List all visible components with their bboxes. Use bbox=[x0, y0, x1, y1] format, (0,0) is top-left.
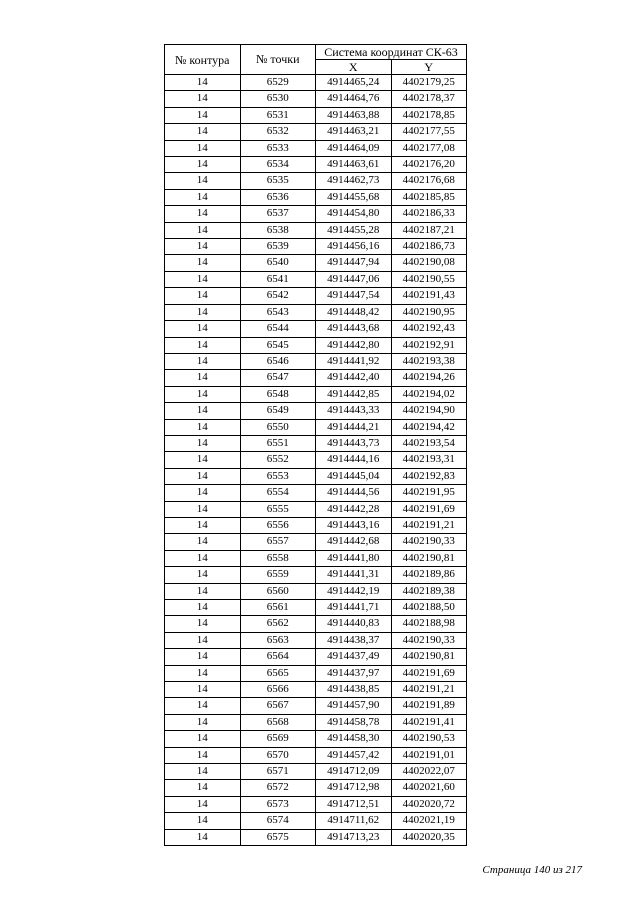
table-row bbox=[165, 534, 467, 550]
x-cell: 4914444,21 bbox=[316, 419, 392, 435]
point-cell: 6555 bbox=[240, 501, 316, 517]
table-row bbox=[165, 747, 467, 763]
header-contour: № контура bbox=[165, 45, 241, 75]
table-row bbox=[165, 255, 467, 271]
table-row bbox=[165, 682, 467, 698]
x-cell: 4914712,09 bbox=[316, 764, 392, 780]
contour-cell: 14 bbox=[165, 321, 241, 337]
contour-cell: 14 bbox=[165, 353, 241, 369]
x-cell: 4914441,71 bbox=[316, 600, 392, 616]
point-cell: 6561 bbox=[240, 600, 316, 616]
contour-cell: 14 bbox=[165, 140, 241, 156]
contour-cell: 14 bbox=[165, 337, 241, 353]
point-cell: 6537 bbox=[240, 206, 316, 222]
x-cell: 4914712,51 bbox=[316, 796, 392, 812]
table-row bbox=[165, 550, 467, 566]
y-cell: 4402020,72 bbox=[391, 796, 467, 812]
x-cell: 4914447,94 bbox=[316, 255, 392, 271]
x-cell: 4914442,28 bbox=[316, 501, 392, 517]
x-cell: 4914464,76 bbox=[316, 91, 392, 107]
table-body bbox=[165, 75, 467, 846]
contour-cell: 14 bbox=[165, 124, 241, 140]
point-cell: 6548 bbox=[240, 386, 316, 402]
x-cell: 4914448,42 bbox=[316, 304, 392, 320]
header-coordinate-system: Система координат СК-63 bbox=[316, 45, 467, 60]
contour-cell: 14 bbox=[165, 239, 241, 255]
contour-cell: 14 bbox=[165, 600, 241, 616]
header-point: № точки bbox=[240, 45, 316, 75]
y-cell: 4402178,37 bbox=[391, 91, 467, 107]
x-cell: 4914455,68 bbox=[316, 189, 392, 205]
contour-cell: 14 bbox=[165, 501, 241, 517]
coordinates-table bbox=[164, 44, 467, 846]
table-row bbox=[165, 353, 467, 369]
table-row bbox=[165, 419, 467, 435]
table-row bbox=[165, 731, 467, 747]
x-cell: 4914457,42 bbox=[316, 747, 392, 763]
contour-cell: 14 bbox=[165, 583, 241, 599]
contour-cell: 14 bbox=[165, 222, 241, 238]
y-cell: 4402190,08 bbox=[391, 255, 467, 271]
table-row bbox=[165, 583, 467, 599]
point-cell: 6570 bbox=[240, 747, 316, 763]
contour-cell: 14 bbox=[165, 731, 241, 747]
y-cell: 4402190,33 bbox=[391, 632, 467, 648]
x-cell: 4914445,04 bbox=[316, 468, 392, 484]
contour-cell: 14 bbox=[165, 403, 241, 419]
table-row bbox=[165, 468, 467, 484]
point-cell: 6551 bbox=[240, 435, 316, 451]
x-cell: 4914713,23 bbox=[316, 829, 392, 845]
point-cell: 6547 bbox=[240, 370, 316, 386]
table-row bbox=[165, 632, 467, 648]
contour-cell: 14 bbox=[165, 682, 241, 698]
x-cell: 4914443,16 bbox=[316, 517, 392, 533]
point-cell: 6536 bbox=[240, 189, 316, 205]
contour-cell: 14 bbox=[165, 288, 241, 304]
point-cell: 6566 bbox=[240, 682, 316, 698]
point-cell: 6533 bbox=[240, 140, 316, 156]
contour-cell: 14 bbox=[165, 764, 241, 780]
x-cell: 4914462,73 bbox=[316, 173, 392, 189]
point-cell: 6573 bbox=[240, 796, 316, 812]
y-cell: 4402194,42 bbox=[391, 419, 467, 435]
table-row bbox=[165, 75, 467, 91]
x-cell: 4914440,83 bbox=[316, 616, 392, 632]
point-cell: 6534 bbox=[240, 157, 316, 173]
point-cell: 6568 bbox=[240, 714, 316, 730]
y-cell: 4402191,89 bbox=[391, 698, 467, 714]
table-row bbox=[165, 107, 467, 123]
y-cell: 4402192,83 bbox=[391, 468, 467, 484]
contour-cell: 14 bbox=[165, 304, 241, 320]
contour-cell: 14 bbox=[165, 534, 241, 550]
table-row bbox=[165, 271, 467, 287]
table-row bbox=[165, 485, 467, 501]
point-cell: 6553 bbox=[240, 468, 316, 484]
point-cell: 6560 bbox=[240, 583, 316, 599]
point-cell: 6543 bbox=[240, 304, 316, 320]
x-cell: 4914458,30 bbox=[316, 731, 392, 747]
contour-cell: 14 bbox=[165, 452, 241, 468]
point-cell: 6542 bbox=[240, 288, 316, 304]
point-cell: 6535 bbox=[240, 173, 316, 189]
table-row bbox=[165, 173, 467, 189]
table-row bbox=[165, 829, 467, 845]
table-row bbox=[165, 189, 467, 205]
point-cell: 6544 bbox=[240, 321, 316, 337]
contour-cell: 14 bbox=[165, 616, 241, 632]
point-cell: 6557 bbox=[240, 534, 316, 550]
contour-cell: 14 bbox=[165, 714, 241, 730]
table-row bbox=[165, 370, 467, 386]
y-cell: 4402188,50 bbox=[391, 600, 467, 616]
y-cell: 4402193,38 bbox=[391, 353, 467, 369]
x-cell: 4914438,85 bbox=[316, 682, 392, 698]
contour-cell: 14 bbox=[165, 698, 241, 714]
y-cell: 4402191,01 bbox=[391, 747, 467, 763]
y-cell: 4402192,43 bbox=[391, 321, 467, 337]
x-cell: 4914442,68 bbox=[316, 534, 392, 550]
y-cell: 4402194,90 bbox=[391, 403, 467, 419]
y-cell: 4402177,08 bbox=[391, 140, 467, 156]
y-cell: 4402178,85 bbox=[391, 107, 467, 123]
contour-cell: 14 bbox=[165, 173, 241, 189]
y-cell: 4402191,21 bbox=[391, 682, 467, 698]
y-cell: 4402189,86 bbox=[391, 567, 467, 583]
x-cell: 4914463,88 bbox=[316, 107, 392, 123]
x-cell: 4914442,80 bbox=[316, 337, 392, 353]
y-cell: 4402191,69 bbox=[391, 665, 467, 681]
point-cell: 6569 bbox=[240, 731, 316, 747]
point-cell: 6541 bbox=[240, 271, 316, 287]
y-cell: 4402194,26 bbox=[391, 370, 467, 386]
x-cell: 4914443,33 bbox=[316, 403, 392, 419]
contour-cell: 14 bbox=[165, 189, 241, 205]
table-row bbox=[165, 239, 467, 255]
table-row bbox=[165, 91, 467, 107]
table-row bbox=[165, 157, 467, 173]
x-cell: 4914443,73 bbox=[316, 435, 392, 451]
y-cell: 4402190,81 bbox=[391, 649, 467, 665]
page-number: Страница 140 из 217 bbox=[482, 864, 582, 876]
point-cell: 6545 bbox=[240, 337, 316, 353]
contour-cell: 14 bbox=[165, 419, 241, 435]
contour-cell: 14 bbox=[165, 255, 241, 271]
y-cell: 4402185,85 bbox=[391, 189, 467, 205]
table-row bbox=[165, 206, 467, 222]
y-cell: 4402191,21 bbox=[391, 517, 467, 533]
table-row bbox=[165, 600, 467, 616]
y-cell: 4402190,53 bbox=[391, 731, 467, 747]
point-cell: 6567 bbox=[240, 698, 316, 714]
x-cell: 4914441,31 bbox=[316, 567, 392, 583]
point-cell: 6552 bbox=[240, 452, 316, 468]
y-cell: 4402021,19 bbox=[391, 813, 467, 829]
y-cell: 4402188,98 bbox=[391, 616, 467, 632]
y-cell: 4402190,33 bbox=[391, 534, 467, 550]
contour-cell: 14 bbox=[165, 813, 241, 829]
table-row bbox=[165, 222, 467, 238]
contour-cell: 14 bbox=[165, 649, 241, 665]
x-cell: 4914437,49 bbox=[316, 649, 392, 665]
contour-cell: 14 bbox=[165, 91, 241, 107]
contour-cell: 14 bbox=[165, 386, 241, 402]
table-row bbox=[165, 780, 467, 796]
contour-cell: 14 bbox=[165, 271, 241, 287]
point-cell: 6554 bbox=[240, 485, 316, 501]
point-cell: 6558 bbox=[240, 550, 316, 566]
table-row bbox=[165, 140, 467, 156]
x-cell: 4914464,09 bbox=[316, 140, 392, 156]
contour-cell: 14 bbox=[165, 107, 241, 123]
y-cell: 4402191,95 bbox=[391, 485, 467, 501]
table-row bbox=[165, 452, 467, 468]
contour-cell: 14 bbox=[165, 468, 241, 484]
contour-cell: 14 bbox=[165, 632, 241, 648]
table-row bbox=[165, 616, 467, 632]
point-cell: 6565 bbox=[240, 665, 316, 681]
header-y: Y bbox=[391, 60, 467, 75]
table-row bbox=[165, 567, 467, 583]
contour-cell: 14 bbox=[165, 517, 241, 533]
contour-cell: 14 bbox=[165, 780, 241, 796]
y-cell: 4402190,55 bbox=[391, 271, 467, 287]
point-cell: 6559 bbox=[240, 567, 316, 583]
y-cell: 4402191,69 bbox=[391, 501, 467, 517]
y-cell: 4402020,35 bbox=[391, 829, 467, 845]
table-row bbox=[165, 813, 467, 829]
point-cell: 6549 bbox=[240, 403, 316, 419]
table-row bbox=[165, 517, 467, 533]
x-cell: 4914441,92 bbox=[316, 353, 392, 369]
y-cell: 4402190,81 bbox=[391, 550, 467, 566]
y-cell: 4402194,02 bbox=[391, 386, 467, 402]
x-cell: 4914458,78 bbox=[316, 714, 392, 730]
y-cell: 4402176,20 bbox=[391, 157, 467, 173]
contour-cell: 14 bbox=[165, 550, 241, 566]
y-cell: 4402021,60 bbox=[391, 780, 467, 796]
y-cell: 4402186,33 bbox=[391, 206, 467, 222]
table-row bbox=[165, 386, 467, 402]
y-cell: 4402191,41 bbox=[391, 714, 467, 730]
contour-cell: 14 bbox=[165, 206, 241, 222]
table-row bbox=[165, 304, 467, 320]
point-cell: 6562 bbox=[240, 616, 316, 632]
x-cell: 4914465,24 bbox=[316, 75, 392, 91]
x-cell: 4914463,21 bbox=[316, 124, 392, 140]
x-cell: 4914444,16 bbox=[316, 452, 392, 468]
point-cell: 6530 bbox=[240, 91, 316, 107]
point-cell: 6572 bbox=[240, 780, 316, 796]
x-cell: 4914712,98 bbox=[316, 780, 392, 796]
point-cell: 6550 bbox=[240, 419, 316, 435]
x-cell: 4914442,19 bbox=[316, 583, 392, 599]
x-cell: 4914447,06 bbox=[316, 271, 392, 287]
y-cell: 4402189,38 bbox=[391, 583, 467, 599]
y-cell: 4402022,07 bbox=[391, 764, 467, 780]
table-row bbox=[165, 435, 467, 451]
x-cell: 4914455,28 bbox=[316, 222, 392, 238]
contour-cell: 14 bbox=[165, 435, 241, 451]
x-cell: 4914443,68 bbox=[316, 321, 392, 337]
y-cell: 4402193,54 bbox=[391, 435, 467, 451]
x-cell: 4914442,85 bbox=[316, 386, 392, 402]
point-cell: 6546 bbox=[240, 353, 316, 369]
x-cell: 4914463,61 bbox=[316, 157, 392, 173]
table-row bbox=[165, 124, 467, 140]
contour-cell: 14 bbox=[165, 370, 241, 386]
y-cell: 4402190,95 bbox=[391, 304, 467, 320]
y-cell: 4402192,91 bbox=[391, 337, 467, 353]
y-cell: 4402176,68 bbox=[391, 173, 467, 189]
point-cell: 6563 bbox=[240, 632, 316, 648]
table-row bbox=[165, 698, 467, 714]
contour-cell: 14 bbox=[165, 75, 241, 91]
table-row bbox=[165, 321, 467, 337]
x-cell: 4914711,62 bbox=[316, 813, 392, 829]
contour-cell: 14 bbox=[165, 567, 241, 583]
x-cell: 4914454,80 bbox=[316, 206, 392, 222]
point-cell: 6531 bbox=[240, 107, 316, 123]
x-cell: 4914444,56 bbox=[316, 485, 392, 501]
contour-cell: 14 bbox=[165, 747, 241, 763]
y-cell: 4402187,21 bbox=[391, 222, 467, 238]
point-cell: 6539 bbox=[240, 239, 316, 255]
point-cell: 6540 bbox=[240, 255, 316, 271]
x-cell: 4914447,54 bbox=[316, 288, 392, 304]
point-cell: 6538 bbox=[240, 222, 316, 238]
table-row bbox=[165, 714, 467, 730]
x-cell: 4914456,16 bbox=[316, 239, 392, 255]
point-cell: 6529 bbox=[240, 75, 316, 91]
y-cell: 4402179,25 bbox=[391, 75, 467, 91]
contour-cell: 14 bbox=[165, 829, 241, 845]
point-cell: 6532 bbox=[240, 124, 316, 140]
x-cell: 4914437,97 bbox=[316, 665, 392, 681]
point-cell: 6574 bbox=[240, 813, 316, 829]
point-cell: 6571 bbox=[240, 764, 316, 780]
point-cell: 6564 bbox=[240, 649, 316, 665]
table-row bbox=[165, 501, 467, 517]
y-cell: 4402191,43 bbox=[391, 288, 467, 304]
table-row bbox=[165, 764, 467, 780]
table-row bbox=[165, 796, 467, 812]
x-cell: 4914438,37 bbox=[316, 632, 392, 648]
y-cell: 4402193,31 bbox=[391, 452, 467, 468]
table-row bbox=[165, 665, 467, 681]
y-cell: 4402186,73 bbox=[391, 239, 467, 255]
contour-cell: 14 bbox=[165, 665, 241, 681]
point-cell: 6575 bbox=[240, 829, 316, 845]
contour-cell: 14 bbox=[165, 157, 241, 173]
table-row bbox=[165, 337, 467, 353]
contour-cell: 14 bbox=[165, 485, 241, 501]
table-row bbox=[165, 403, 467, 419]
contour-cell: 14 bbox=[165, 796, 241, 812]
x-cell: 4914441,80 bbox=[316, 550, 392, 566]
point-cell: 6556 bbox=[240, 517, 316, 533]
table-row bbox=[165, 649, 467, 665]
header-x: X bbox=[316, 60, 392, 75]
x-cell: 4914457,90 bbox=[316, 698, 392, 714]
y-cell: 4402177,55 bbox=[391, 124, 467, 140]
x-cell: 4914442,40 bbox=[316, 370, 392, 386]
table-row bbox=[165, 288, 467, 304]
